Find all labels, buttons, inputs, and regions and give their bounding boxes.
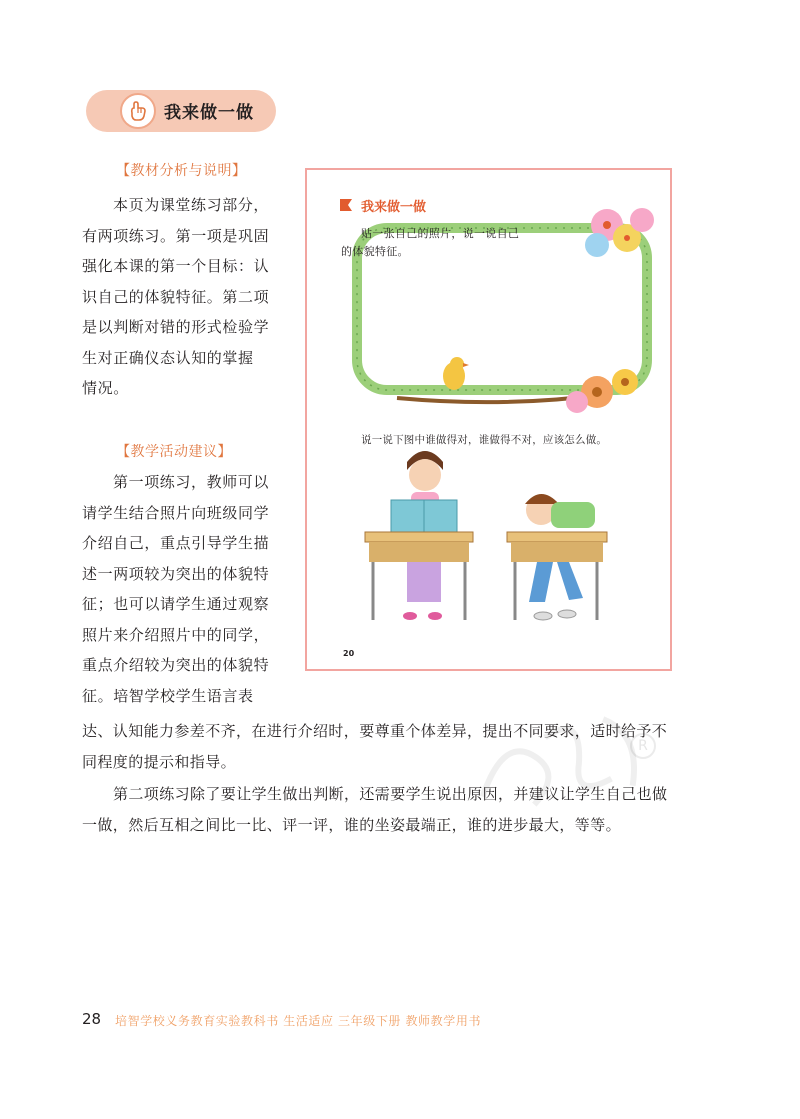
analysis-line: 情况。 xyxy=(82,379,129,397)
activity-p2-line: 一做，然后互相之间比一比、评一评，谁的坐姿最端正，谁的进步最大，等等。 xyxy=(82,816,622,834)
flag-icon xyxy=(339,198,353,212)
analysis-line: 生对正确仪态认知的掌握 xyxy=(82,348,254,367)
section-banner xyxy=(86,90,276,132)
activity-p2-line: 第二项练习除了要让学生做出判断，还需要学生说出原因，并建议让学生自己也做 xyxy=(113,785,668,803)
activity-paragraph xyxy=(82,467,274,711)
textbook-instruction-2: 说一说下图中谁做得对，谁做得不对，应该怎么做。 xyxy=(361,434,608,446)
activity-line: 请学生结合照片向班级同学 xyxy=(82,503,270,522)
activity-full-line: 达、认知能力参差不齐，在进行介绍时，要尊重个体差异，提出不同要求，适时给予不 xyxy=(82,722,668,740)
activity-heading: 【教学活动建议】 xyxy=(116,444,232,460)
activity-line: 介绍自己，重点引导学生描 xyxy=(82,534,270,552)
analysis-line: 本页为课堂练习部分， xyxy=(113,196,270,214)
analysis-line: 是以判断对错的形式检验学 xyxy=(82,318,270,336)
textbook-instruction-1b: 的体貌特征。 xyxy=(341,245,409,258)
analysis-paragraph xyxy=(82,190,274,404)
textbook-page-number: 20 xyxy=(343,649,355,658)
activity-line: 照片来介绍照片中的同学， xyxy=(82,625,270,644)
textbook-page xyxy=(305,168,672,671)
section-title: 我来做一做 xyxy=(164,103,254,123)
analysis-line: 有两项练习。第一项是巩固 xyxy=(82,226,270,245)
textbook-heading: 我来做一做 xyxy=(361,200,427,215)
activity-line: 第一项练习，教师可以 xyxy=(113,473,270,491)
series-title: 培智学校义务教育实验教科书 生活适应 三年级下册 教师教学用书 xyxy=(115,1014,482,1028)
analysis-heading: 【教材分析与说明】 xyxy=(116,163,247,179)
activity-line: 征。培智学校学生语言表 xyxy=(82,686,254,705)
textbook-instruction-1: 贴一张自己的照片，说一说自己 xyxy=(361,227,520,240)
analysis-line: 强化本课的第一个目标：认 xyxy=(82,257,270,275)
boy-at-desk xyxy=(507,494,607,620)
registered-mark: R xyxy=(630,733,656,759)
girl-at-desk xyxy=(365,451,473,620)
page-number: 28 xyxy=(82,1010,102,1028)
activity-line: 征；也可以请学生通过观察 xyxy=(82,595,270,613)
activity-line: 重点介绍较为突出的体貌特 xyxy=(82,656,270,674)
watermark-logo xyxy=(462,692,669,850)
analysis-line: 识自己的体貌特征。第二项 xyxy=(82,287,270,306)
activity-line: 述一两项较为突出的体貌特 xyxy=(82,564,270,583)
hand-icon xyxy=(120,93,156,129)
activity-full-line: 同程度的提示和指导。 xyxy=(82,753,237,771)
